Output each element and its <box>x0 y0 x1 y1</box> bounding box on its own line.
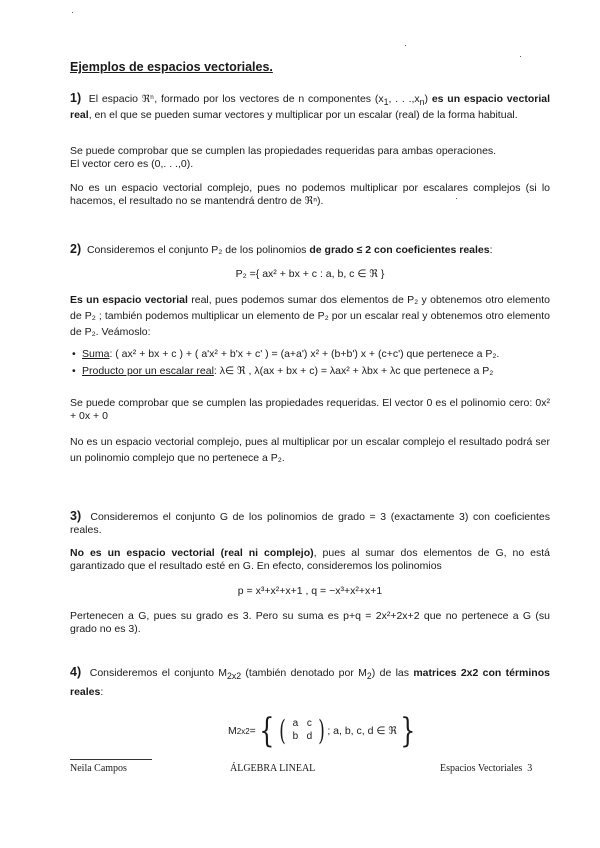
text-run: = <box>249 725 256 737</box>
footer-chapter-name: Espacios Vectoriales <box>440 763 523 774</box>
text-run: de los polinomios <box>222 244 310 256</box>
text-run: El espacio <box>88 93 142 105</box>
bullet-sum <box>72 348 552 361</box>
matrix-entries <box>288 718 316 744</box>
text-run: : <box>489 244 493 256</box>
footer-subject: ÁLGEBRA LINEAL <box>230 763 316 774</box>
symbol: P₂ <box>211 244 223 256</box>
text-run: : ( ax² + bx + c ) + ( a'x² + b'x + c' ) = (a+a') x² + (b+b') x + (c+c') que pertenece a P₂. <box>109 348 500 360</box>
text-run: ; a, b, c, d ∈ ℜ <box>327 725 397 737</box>
section-1-paragraph-3: No es un espacio vectorial complejo, pues no podemos multiplicar por escalares complejos (si lo hacemos, el resultado no se mantendrá dentro de ℜⁿ). <box>70 182 550 207</box>
subscript: 2x2 <box>227 671 242 682</box>
section-number: 1) <box>70 91 82 105</box>
underlined-label: Producto por un escalar real <box>82 365 214 377</box>
text-run: ) de las <box>371 667 414 679</box>
section-3-intro <box>70 510 550 537</box>
subscript: 2x2 <box>236 726 250 736</box>
section-4-intro <box>70 664 550 700</box>
right-brace-icon: } <box>400 711 416 751</box>
bold-phrase: Es un espacio vectorial <box>70 294 188 306</box>
text-run: (también denotado por M <box>241 667 367 679</box>
matrix-entry: b <box>292 731 299 742</box>
underlined-label: Suma <box>82 348 110 360</box>
section-3-body <box>70 547 550 573</box>
symbol: ℜⁿ <box>141 94 155 105</box>
footer-chapter <box>440 763 532 774</box>
text-run: , pues al sumar dos elementos de G, no está garantizado que el resultado esté en G. En efecto, consideremos los polinomios <box>70 547 550 572</box>
section-1-paragraph-1 <box>70 92 550 122</box>
matrix-symbol: M <box>228 725 237 737</box>
matrix-entry: c <box>306 718 312 729</box>
bullet-dot: • <box>72 348 76 360</box>
footer-author: Neila Campos <box>70 763 127 774</box>
subscript: n <box>419 97 425 108</box>
matrix-entry: a <box>292 718 299 729</box>
right-paren-icon: ) <box>318 714 326 747</box>
bold-phrase: de grado ≤ 2 con coeficientes reales <box>309 244 490 256</box>
scan-speck <box>405 45 406 46</box>
bullet-product <box>72 365 552 378</box>
text-line: El vector cero es (0,. . .,0). <box>70 158 194 170</box>
text-run: ) <box>424 93 432 105</box>
section-3-formula: p = x³+x²+x+1 , q = −x³+x²+x+1 <box>237 585 383 597</box>
left-brace-icon: { <box>259 711 275 751</box>
text-run: , . . .,x <box>388 93 420 105</box>
bold-phrase: No es un espacio vectorial (real ni complejo) <box>70 547 314 559</box>
section-number: 4) <box>70 665 82 679</box>
section-3-conclusion: Pertenecen a G, pues su grado es 3. Pero su suma es p+q = 2x²+2x+2 que no pertenece a G (su grado no es 3). <box>70 610 550 635</box>
section-1-paragraph-2 <box>70 145 550 171</box>
subscript: 1 <box>383 97 389 108</box>
text-run: , en el que se pueden sumar vectores y multiplicar por un escalar (real) de la forma habitual. <box>88 109 518 122</box>
bullet-dot: • <box>72 365 76 377</box>
subscript: 2 <box>366 671 372 682</box>
text-run: : <box>100 686 104 699</box>
section-2-body <box>70 292 550 340</box>
text-line: Se puede comprobar que se cumplen las propiedades requeridas para ambas operaciones. <box>70 145 497 157</box>
left-paren-icon: ( <box>279 714 287 747</box>
footer-page-number: 3 <box>527 763 533 774</box>
section-2-complex: No es un espacio vectorial complejo, pues al multiplicar por un escalar complejo el resultado podrá ser un polinomio complejo que no pertenece a P₂. <box>70 436 550 464</box>
text-run: : λ∈ ℜ , λ(ax + bx + c) = λax² + λbx + λc que pertenece a P₂ <box>213 365 494 377</box>
section-number: 2) <box>70 242 82 256</box>
bold-phrase: matrices 2x2 con términos reales <box>70 667 550 699</box>
text-run: , formado por los vectores de n componentes (x <box>154 93 384 105</box>
scan-speck <box>520 56 521 57</box>
page-title: Ejemplos de espacios vectoriales. <box>70 60 273 74</box>
text-run: Consideremos el conjunto G de los polinomios de grado = 3 (exactamente 3) con coeficientes reales. <box>70 511 550 536</box>
bold-phrase: es un espacio vectorial real <box>70 93 550 122</box>
text-run: Consideremos el conjunto <box>89 667 219 679</box>
footer-rule <box>70 759 152 760</box>
section-2-formula: P₂ ={ ax² + bx + c : a, b, c ∈ ℜ } <box>235 268 385 280</box>
section-number: 3) <box>70 509 82 523</box>
scan-speck <box>72 12 73 13</box>
section-2-intro <box>70 243 550 257</box>
section-2-zero: Se puede comprobar que se cumplen las propiedades requeridas. El vector 0 es el polinomio cero: 0x² + 0x + 0 <box>70 397 550 422</box>
text-run: Consideremos el conjunto <box>86 244 212 256</box>
symbol: M <box>218 667 227 679</box>
matrix-entry: d <box>306 731 313 742</box>
text-run: real, pues podemos sumar dos elementos de P₂ y obtenemos otro elemento de P₂ ; también podemos multiplicar un elemento de P₂ por un escalar real y obtenemos otro elemento de P₂. Veámoslo: <box>70 294 550 338</box>
matrix-set-definition <box>228 713 419 749</box>
